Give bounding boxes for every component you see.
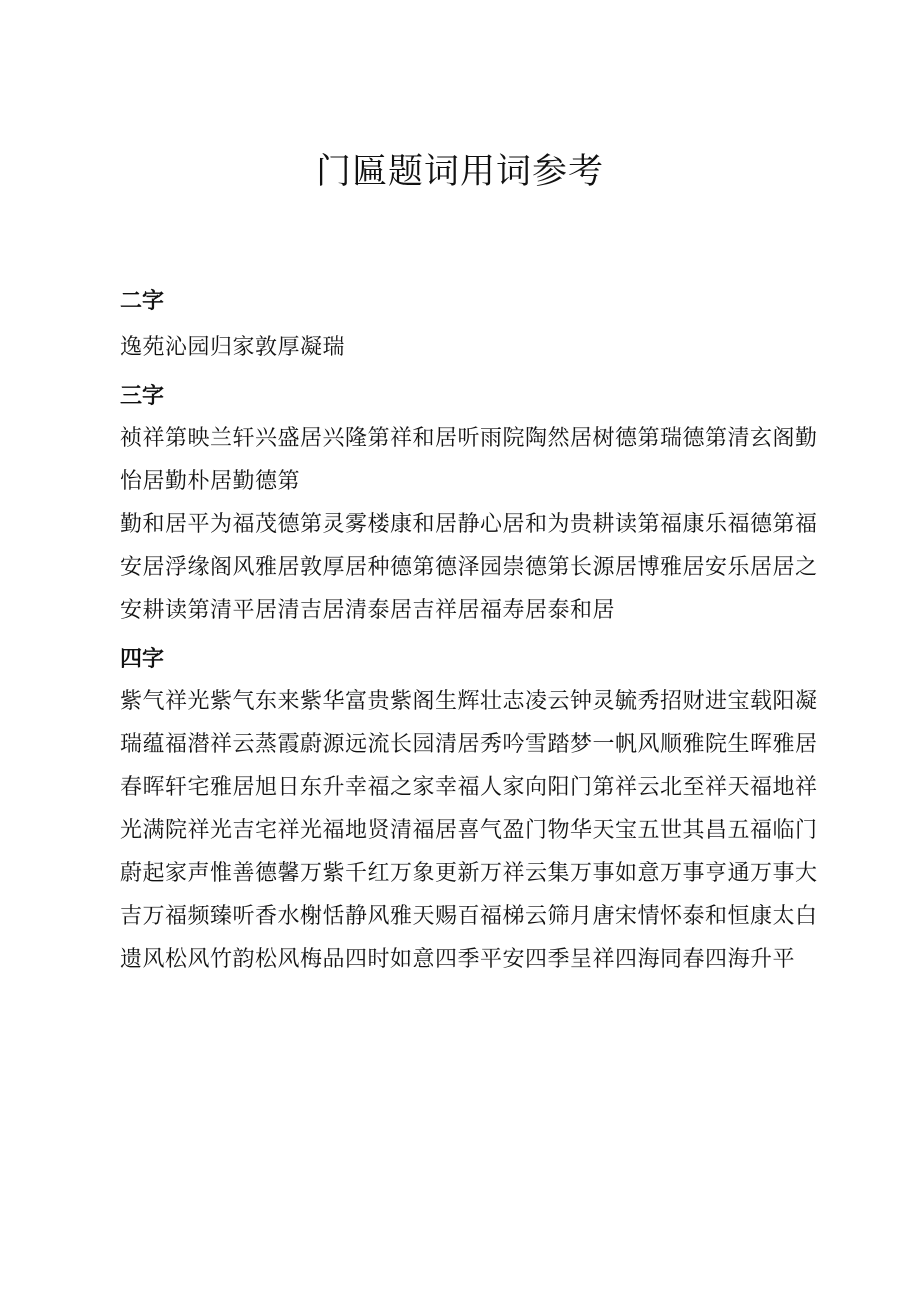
section-paragraph: 紫气祥光紫气东来紫华富贵紫阁生辉壮志凌云钟灵毓秀招财进宝载阳凝瑞蕴福潜祥云蒸霞蔚源远流长园清居秀吟雪踏梦一帆风顺雅院生晖雅居春晖轩宅雅居旭日东升幸福之家幸福人家向阳门第祥云北至祥天福地祥光满院祥光吉宅祥光福地贤清福居喜气盈门物华天宝五世其昌五福临门蔚起家声惟善德馨万紫千红万象更新万祥云集万事如意万事亨通万事大吉万福频臻听香水榭恬静风雅天赐百福梯云筛月唐宋情怀泰和恒康太白遗风松风竹韵松风梅品四时如意四季平安四季呈祥四海同春四海升平 bbox=[120, 689, 818, 972]
section-four-character bbox=[120, 644, 820, 981]
section-two-character bbox=[120, 286, 820, 369]
section-heading: 四字 bbox=[120, 647, 165, 672]
document-body bbox=[120, 286, 820, 981]
section-heading: 三字 bbox=[120, 384, 165, 409]
section-paragraph: 勤和居平为福茂德第灵雾楼康和居静心居和为贵耕读第福康乐福德第福安居浮缘阁风雅居敦厚居种德第德泽园崇德第长源居博雅居安乐居居之安耕读第清平居清吉居清泰居吉祥居福寿居泰和居 bbox=[120, 512, 818, 623]
section-three-character bbox=[120, 381, 820, 632]
section-heading: 二字 bbox=[120, 289, 165, 314]
section-paragraph: 祯祥第映兰轩兴盛居兴隆第祥和居听雨院陶然居树德第瑞德第清玄阁勤怡居勤朴居勤德第 bbox=[120, 426, 818, 494]
section-paragraph: 逸苑沁园归家敦厚凝瑞 bbox=[120, 335, 346, 360]
document-title: 门匾题词用词参考 bbox=[315, 152, 604, 192]
